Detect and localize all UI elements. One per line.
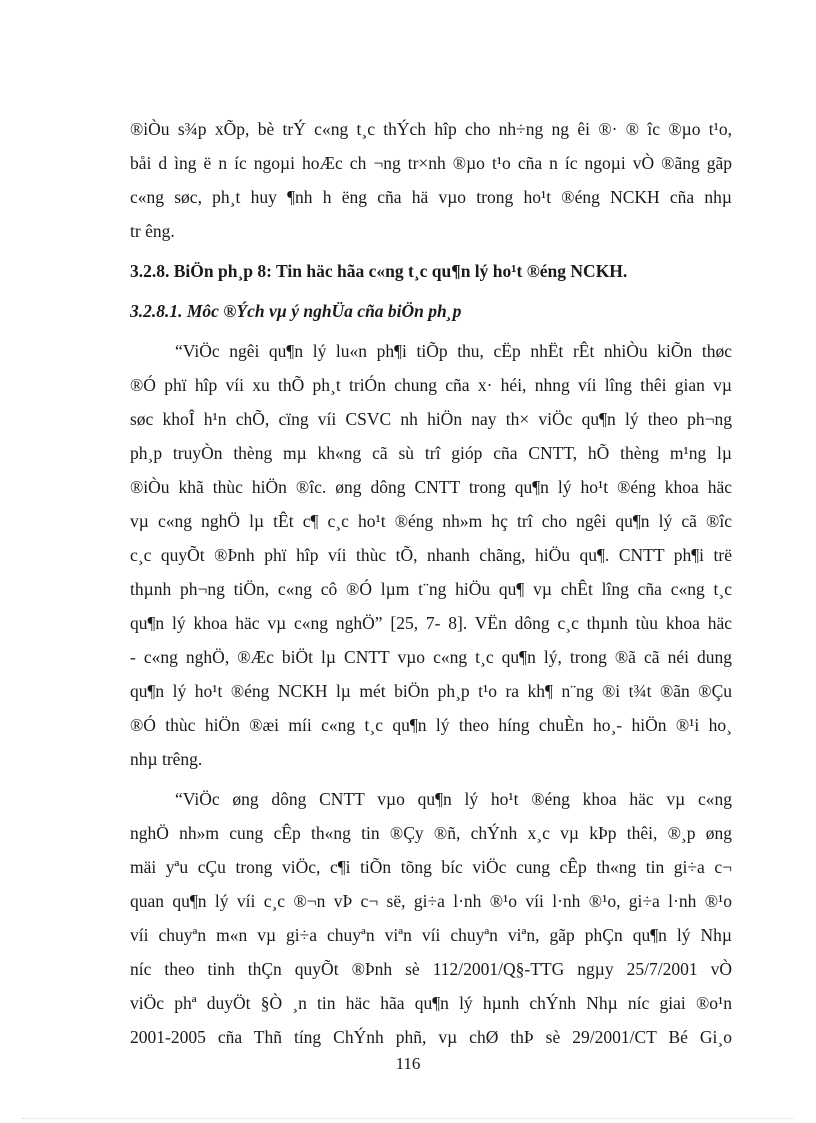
page-bottom-divider	[22, 1118, 794, 1119]
text-line: quan qu¶n lý víi c¸c ®¬n vÞ c¬ së, gi÷a l·nh ®¹o víi l·nh ®¹o, gi÷a l·nh ®¹o	[130, 891, 732, 911]
text-line: “ViÖc øng dông CNTT vµo qu¶n lý ho¹t ®éng khoa häc vµ c«ng	[175, 789, 732, 809]
intro-paragraph	[130, 112, 732, 248]
paragraph-1	[130, 334, 732, 776]
text-line: tr êng.	[130, 221, 175, 241]
text-line: båi d ìng ë n íc ngoµi hoÆc ch ¬ng tr×nh ®µo t¹o cña n íc ngoµi vÒ ®ãng gãp	[130, 153, 732, 173]
text-line: ®iÒu khã thùc hiÖn ®îc. øng dông CNTT trong qu¶n lý ho¹t ®éng khoa häc	[130, 477, 732, 497]
text-line: ®Ó phï hîp víi xu thÕ ph¸t triÓn chung cña x· héi, nhng víi lîng thêi gian vµ	[130, 375, 732, 395]
text-line: vµ c«ng nghÖ lµ tÊt c¶ c¸c ho¹t ®éng nh»m hç trî cho ngêi qu¶n lý cã ®îc	[130, 511, 732, 531]
text-line: nghÖ nh»m cung cÊp th«ng tin ®Çy ®ñ, chÝnh x¸c vµ kÞp thêi, ®¸p øng	[130, 823, 732, 843]
text-line: nhµ trêng.	[130, 749, 203, 769]
text-line: qu¶n lý ho¹t ®éng NCKH lµ mét biÖn ph¸p t¹o ra kh¶ n¨ng ®i t¾t ®ãn ®Çu	[130, 681, 732, 701]
text-line: c«ng søc, ph¸t huy ¶nh h ëng cña hä vµo trong ho¹t ®éng NCKH cña nhµ	[130, 187, 732, 207]
paragraph-2	[130, 782, 732, 1054]
text-line: mäi yªu cÇu trong viÖc, c¶i tiÕn tõng bíc viÖc cung cÊp th«ng tin gi÷a c¬	[130, 857, 732, 877]
text-line: thµnh ph¬ng tiÖn, c«ng cô ®Ó lµm t¨ng hiÖu qu¶ vµ chÊt lîng cña c«ng t¸c	[130, 579, 732, 599]
text-line: víi chuyªn m«n vµ gi÷a chuyªn viªn víi chuyªn viªn, gãp phÇn qu¶n lý Nhµ	[130, 925, 732, 945]
text-line: 2001-2005 cña Thñ tíng ChÝnh phñ, vµ chØ thÞ sè 29/2001/CT Bé Gi¸o	[130, 1027, 732, 1047]
section-heading: 3.2.8. BiÖn ph¸p 8: Tin häc hãa c«ng t¸c qu¶n lý ho¹t ®éng NCKH.	[130, 261, 628, 281]
subsection-heading: 3.2.8.1. Môc ®Ých vµ ý nghÜa cña biÖn ph¸p	[130, 301, 462, 321]
text-line: c¸c quyÕt ®Þnh phï hîp víi thùc tÕ, nhanh chãng, hiÖu qu¶. CNTT ph¶i trë	[130, 545, 732, 565]
text-line: ®Ó thùc hiÖn ®æi míi c«ng t¸c qu¶n lý theo híng chuÈn ho¸- hiÖn ®¹i ho¸	[130, 715, 732, 735]
text-line: ®iÒu s¾p xÕp, bè trÝ c«ng t¸c thÝch hîp cho nh÷ng ng êi ®· ® îc ®µo t¹o,	[130, 119, 732, 139]
text-line: “ViÖc ngêi qu¶n lý lu«n ph¶i tiÕp thu, cËp nhËt rÊt nhiÒu kiÕn thøc	[175, 341, 732, 361]
text-line: níc theo tinh thÇn quyÕt ®Þnh sè 112/2001/Q§-TTG ngµy 25/7/2001 vÒ	[130, 959, 732, 979]
text-line: søc khoÎ h¹n chÕ, cïng víi CSVC nh hiÖn nay th× viÖc qu¶n lý theo ph¬ng	[130, 409, 732, 429]
text-line: ph¸p truyÒn thèng mµ kh«ng cã sù trî gióp cña CNTT, hÕ thèng m¹ng lµ	[130, 443, 732, 463]
page-number: 116	[395, 1054, 421, 1073]
text-line: qu¶n lý khoa häc vµ c«ng nghÖ” [25, 7- 8]. VËn dông c¸c thµnh tùu khoa häc	[130, 613, 732, 633]
body-text	[130, 112, 732, 1054]
text-line: viÖc phª duyÖt §Ò ¸n tin häc hãa qu¶n lý hµnh chÝnh Nhµ níc giai ®o¹n	[130, 993, 732, 1013]
text-line: - c«ng nghÖ, ®Æc biÖt lµ CNTT vµo c«ng t¸c qu¶n lý, trong ®ã cã néi dung	[130, 647, 732, 667]
